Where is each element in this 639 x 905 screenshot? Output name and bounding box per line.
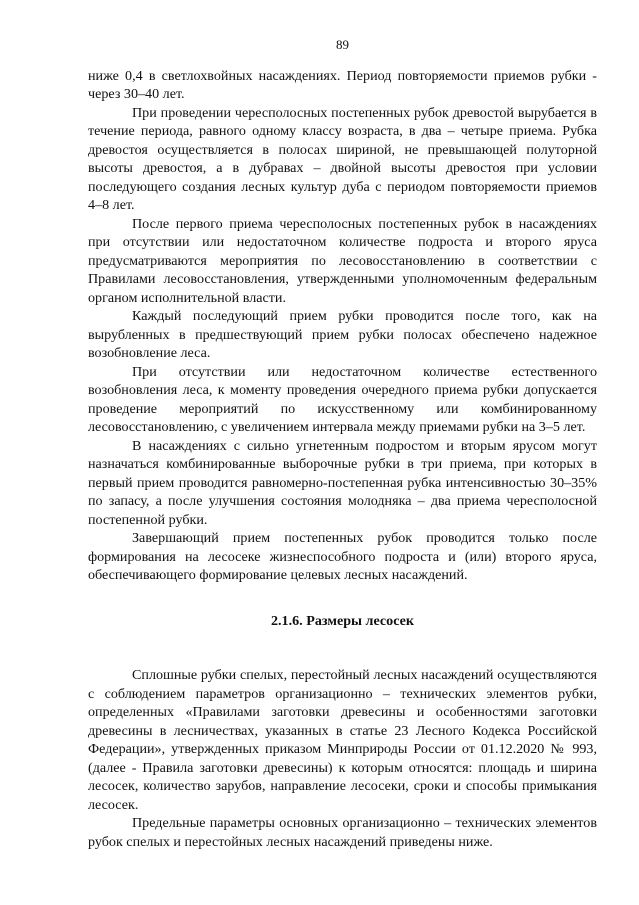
paragraph: В насаждениях с сильно угнетенным подростом и вторым ярусом могут назначаться комбинированные выборочные рубки в три приема, при которых в первый прием проводится равномерно-постепенная рубка интенсивностью 30–35% по запасу, а после улучшения состояния молодняка – два приема чересполосной постепенной рубки.: [88, 437, 597, 528]
section-title: 2.1.6. Размеры лесосек: [270, 612, 415, 629]
paragraph: После первого приема чересполосных постепенных рубок в насаждениях при отсутствии или недостаточном количестве подроста и второго яруса предусматриваются мероприятия по лесовосстановлению в соответствии с Правилами лесовосстановления, утвержденными уполномоченным федеральным органом исполнительной власти.: [88, 215, 597, 306]
paragraph: ниже 0,4 в светлохвойных насаждениях. Период повторяемости приемов рубки - через 30–40 лет.: [88, 67, 597, 102]
paragraphs-top: [88, 67, 597, 585]
page-number: 89: [336, 37, 349, 52]
paragraph: При отсутствии или недостаточном количестве естественного возобновления леса, к моменту проведения очередного приема рубки допускается проведение мероприятий по искусственному или комбинированному лесовосстановлению, с увеличением интервала между приемами рубки на 3–5 лет.: [88, 363, 597, 435]
paragraph: Завершающий прием постепенных рубок проводится только после формирования на лесосеке жизнеспособного подроста и (или) второго яруса, обеспечивающего формирование целевых лесных насаждений.: [88, 530, 597, 583]
paragraph: Каждый последующий прием рубки проводится после того, как на вырубленных в предшествующий прием рубки полосах обеспечено надежное возобновление леса.: [88, 308, 597, 361]
paragraph: При проведении чересполосных постепенных рубок древостой вырубается в течение периода, равного одному классу возраста, в два – четыре приема. Рубка древостоя осуществляется в полосах шириной, не превышающей полуторной высоты древостоя, а в дубравах – двойной высоты древостоя при условии последующего создания лесных культур дуба с периодом повторяемости приемов 4–8 лет.: [88, 104, 597, 213]
paragraphs-bottom: [88, 666, 597, 851]
paragraph: Сплошные рубки спелых, перестойный лесных насаждений осуществляются с соблюдением параметров организационно – технических элементов рубки, определенных «Правилами заготовки древесины и особенностями заготовки древесины в лесничествах, указанных в статье 23 Лесного Кодекса Российской Федерации», утвержденных приказом Минприроды России от 01.12.2020 № 993, (далее - Правила заготовки древесины) к которым относятся: площадь и ширина лесосек, количество зарубов, направление лесосеки, сроки и способы примыкания лесосек.: [88, 667, 597, 813]
paragraph: Предельные параметры основных организационно – технических элементов рубок спелых и перестойных лесных насаждений приведены ниже.: [88, 815, 597, 850]
